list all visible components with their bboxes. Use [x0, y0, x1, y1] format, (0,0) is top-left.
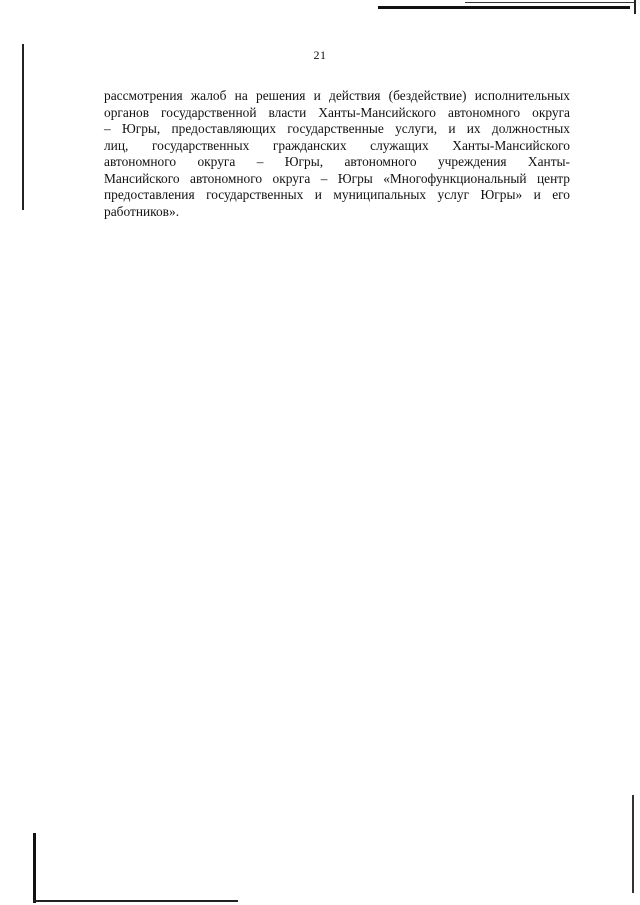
scan-artifact-left-margin-line	[22, 44, 24, 210]
body-paragraph	[104, 88, 570, 220]
paragraph-line: Мансийского автономного округа – Югры «Многофункциональный центр	[104, 170, 570, 186]
scan-artifact-top-right	[634, 0, 636, 14]
paragraph-line: рассмотрения жалоб на решения и действия (бездействие) исполнительных	[104, 88, 570, 103]
scan-artifact-right-margin-line	[632, 795, 634, 893]
paragraph-line: работников».	[104, 203, 180, 219]
scan-artifact-bottom-left-vertical	[33, 833, 36, 903]
scan-artifact-top-line	[378, 6, 630, 9]
paragraph-line: лиц, государственных гражданских служащих Ханты-Мансийского	[104, 137, 570, 153]
paragraph-line: автономного округа – Югры, автономного учреждения Ханты-	[104, 154, 570, 169]
paragraph-line: органов государственной власти Ханты-Мансийского автономного округа	[104, 104, 570, 120]
scan-artifact-bottom-left-horizontal	[33, 900, 238, 902]
scan-artifact-top-thin	[465, 2, 635, 3]
paragraph-line: – Югры, предоставляющих государственные услуги, и их должностных	[104, 121, 570, 136]
paragraph-line: предоставления государственных и муниципальных услуг Югры» и его	[104, 187, 570, 202]
page-number: 21	[313, 48, 327, 62]
